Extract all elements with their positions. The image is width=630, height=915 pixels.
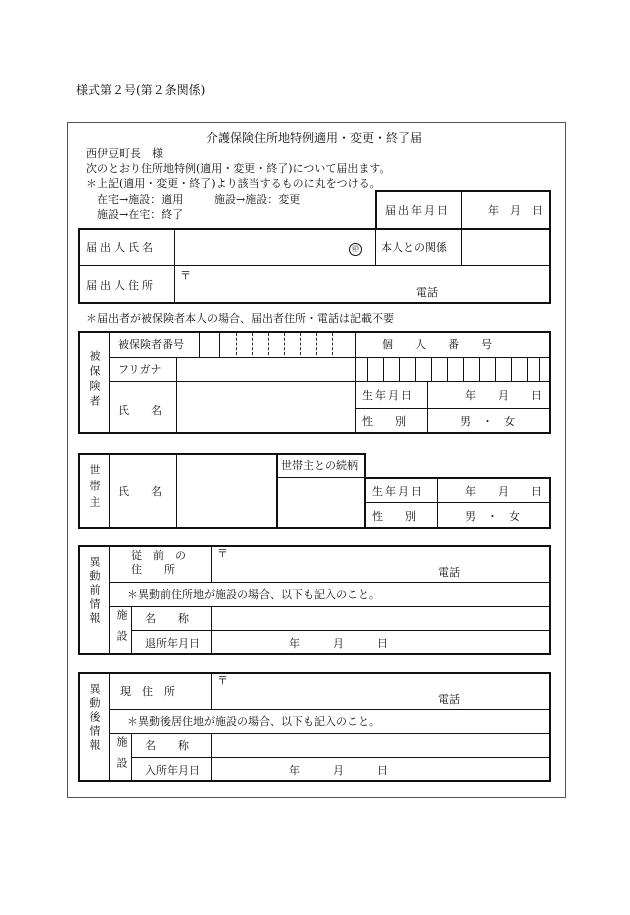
leave-date-label: 退所年月日 [145,637,200,650]
form-number: 様式第２号(第２条関係) [76,83,206,97]
insured-birth-value[interactable]: 年 月 日 [465,389,542,402]
current-phone-label: 電話 [438,693,460,706]
household-name-field[interactable] [178,455,275,527]
insured-number-label: 被保険者番号 [118,338,184,351]
household-relation-field[interactable] [278,479,364,527]
personal-number-label: 個 人 番 号 [382,338,492,351]
furigana-label: フリガナ [118,363,162,376]
form-title: 介護保険住所地特例適用・変更・終了届 [206,131,423,145]
addressee: 西伊豆町長 様 [86,147,163,160]
previous-address-label-1: 従 前 の [131,549,186,562]
leave-date-value[interactable]: 年 月 日 [289,637,388,650]
insured-name-field[interactable] [178,383,353,432]
submitter-name-label: 届出人氏名 [86,241,156,254]
before-facility-name-field[interactable] [213,608,549,628]
insured-number-field[interactable] [220,333,353,355]
household-name-label: 氏 名 [118,485,162,498]
submission-date-value[interactable]: 年 月 日 [488,204,543,217]
furigana-field[interactable] [178,359,353,379]
insured-section-label: 被保険者 [88,350,101,410]
insured-birth-label: 生年月日 [362,389,414,402]
after-move-note: ＊異動後居住地が施設の場合、以下も記入のこと。 [127,715,380,728]
enter-date-label: 入所年月日 [145,764,200,777]
household-gender-value[interactable]: 男 ・ 女 [465,510,520,523]
after-facility-name-field[interactable] [213,735,549,755]
household-birth-label: 生年月日 [372,485,424,498]
submitter-name-field[interactable] [180,230,372,264]
current-address-field[interactable] [232,674,549,707]
submitter-address-field[interactable] [195,267,549,302]
transition-facility-to-home: 施設→在宅：終了 [97,208,184,221]
relation-label: 本人との関係 [381,241,447,254]
enter-date-value[interactable]: 年 月 日 [289,764,388,777]
submission-date-label: 届出年月日 [385,204,450,217]
before-facility-label: 施設 [115,609,128,651]
previous-postal-mark: 〒 [217,547,228,560]
personal-number-field[interactable] [357,359,549,379]
previous-phone-label: 電話 [438,566,460,579]
intro-text: 次のとおり住所地特例(適用・変更・終了)について届出ます。 [86,162,391,175]
insured-name-label: 氏 名 [118,404,162,417]
relation-field[interactable] [463,230,549,264]
household-birth-value[interactable]: 年 月 日 [465,485,542,498]
after-facility-name-label: 名 称 [145,739,189,752]
current-address-label: 現 住 所 [120,685,175,698]
before-move-section-label: 異動前情報 [88,556,101,626]
before-facility-name-label: 名 称 [145,612,189,625]
submitter-address-label: 届出人住所 [86,279,156,292]
submitter-postal-mark: 〒 [180,269,191,282]
insured-gender-value[interactable]: 男 ・ 女 [460,415,515,428]
household-gender-label: 性 別 [372,510,416,523]
before-move-note: ＊異動前住所地が施設の場合、以下も記入のこと。 [127,588,380,601]
household-section-label: 世帯主 [88,464,101,512]
transition-home-to-facility: 在宅→施設：適用 [97,193,184,206]
previous-address-field[interactable] [232,547,549,580]
seal-mark: ㊞ [349,241,362,256]
household-relation-label: 世帯主との続柄 [281,459,358,472]
current-postal-mark: 〒 [217,674,228,687]
submitter-note: ＊届出者が被保険者本人の場合、届出者住所・電話は記載不要 [86,312,394,325]
previous-address-label-2: 住 所 [131,563,175,576]
instruction-text: ＊上記(適用・変更・終了)より該当するものに丸をつける。 [86,177,381,190]
submitter-phone-label: 電話 [416,286,438,299]
insured-gender-label: 性 別 [362,415,406,428]
after-facility-label: 施設 [115,736,128,778]
transition-facility-to-facility: 施設→施設：変更 [214,193,301,206]
after-move-section-label: 異動後情報 [88,683,101,753]
